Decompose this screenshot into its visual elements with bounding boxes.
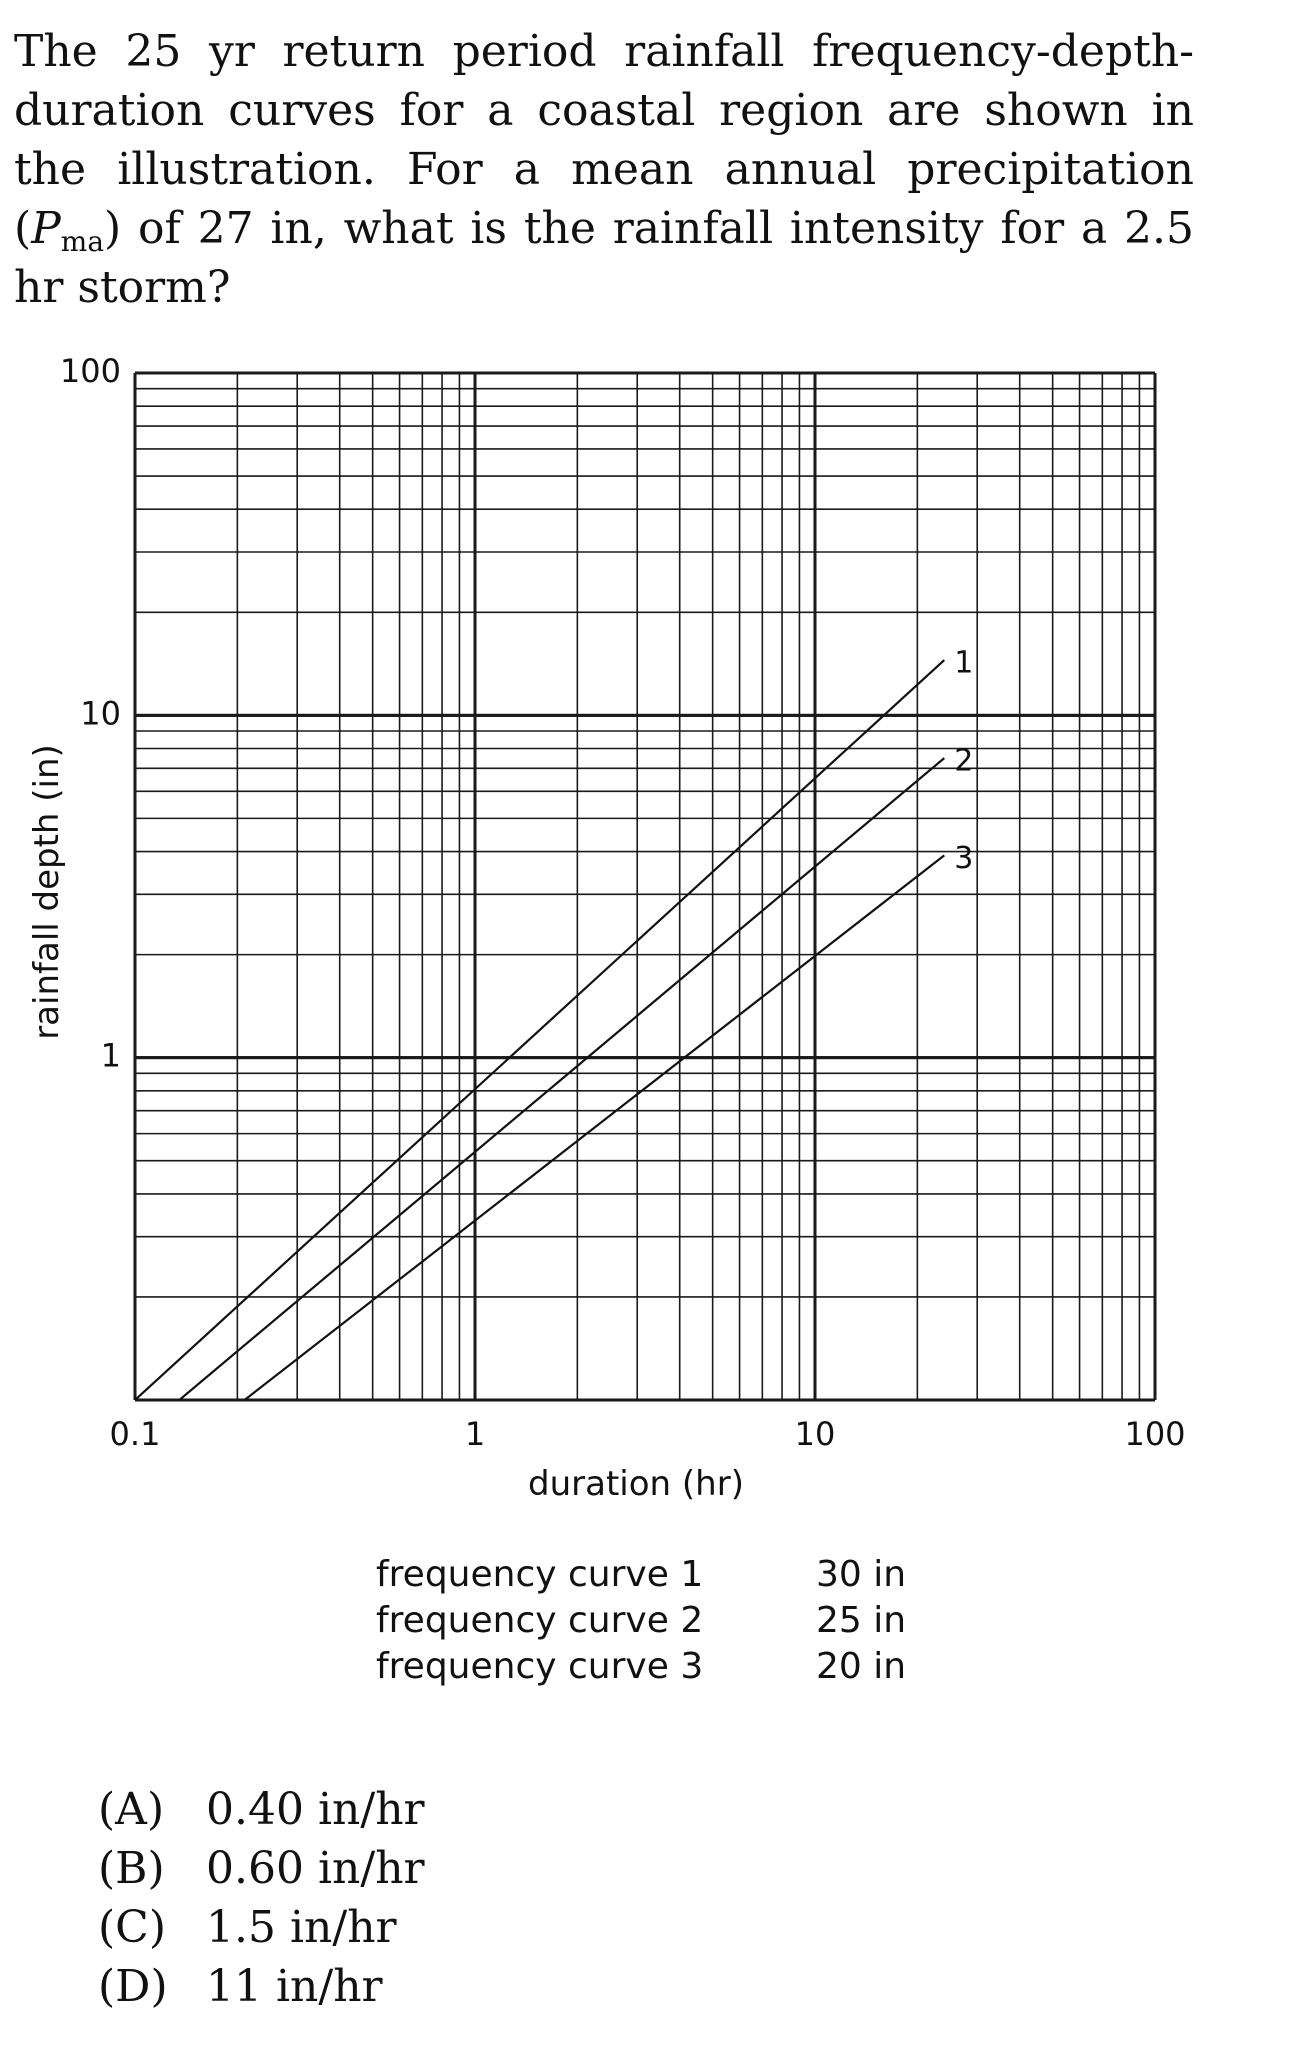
choice-a[interactable] xyxy=(98,1780,425,1839)
legend-curve-value: 20 in xyxy=(816,1646,907,1687)
choice-text: 0.60 in/hr xyxy=(206,1843,425,1894)
legend-curve-name: frequency curve 2 xyxy=(376,1600,704,1641)
legend-curve-name: frequency curve 3 xyxy=(376,1646,704,1687)
choice-letter: (B) xyxy=(98,1843,165,1894)
rainfall-depth-chart xyxy=(0,330,1292,1500)
y-tick-label: 100 xyxy=(59,352,121,390)
question-text xyxy=(14,22,1194,317)
x-tick-label: 0.1 xyxy=(109,1415,161,1453)
pma-subscript: ma xyxy=(60,225,105,258)
x-axis-label: duration (hr) xyxy=(528,1464,744,1500)
legend-row xyxy=(376,1644,906,1690)
frequency-curve-2 xyxy=(179,758,944,1400)
frequency-curve-legend xyxy=(376,1552,906,1690)
choice-text: 11 in/hr xyxy=(206,1961,383,2012)
x-tick-label: 10 xyxy=(794,1415,836,1453)
curve-label-3: 3 xyxy=(954,840,974,876)
choice-letter: (D) xyxy=(98,1961,168,2012)
legend-row xyxy=(376,1598,906,1644)
pma-symbol: $P_{ma}$ xyxy=(31,203,105,258)
choice-letter: (C) xyxy=(98,1902,166,1953)
curve-label-1: 1 xyxy=(954,645,974,681)
chart-series xyxy=(135,646,973,1400)
choice-d[interactable] xyxy=(98,1957,425,2016)
x-tick-label: 1 xyxy=(464,1415,486,1453)
x-tick-label: 100 xyxy=(1124,1415,1186,1453)
legend-row xyxy=(376,1552,906,1598)
choice-b[interactable] xyxy=(98,1839,425,1898)
chart-grid xyxy=(135,373,1155,1400)
legend-curve-value: 25 in xyxy=(816,1600,907,1641)
choice-letter: (A) xyxy=(98,1784,165,1835)
frequency-curve-1 xyxy=(135,660,944,1400)
y-tick-label: 10 xyxy=(80,694,121,733)
legend-curve-name: frequency curve 1 xyxy=(376,1554,704,1595)
y-axis-label: rainfall depth (in) xyxy=(27,744,67,1040)
question-text-before: The 25 yr return period rainfall frequency-depth-duration curves for a coastal region are shown in the illustration. For a mean annual precipitation ( xyxy=(14,26,1194,254)
legend-curve-value: 30 in xyxy=(816,1554,907,1595)
choice-text: 1.5 in/hr xyxy=(206,1902,397,1953)
chart-tick-labels xyxy=(60,352,1186,1453)
choice-c[interactable] xyxy=(98,1898,425,1957)
y-tick-label: 1 xyxy=(100,1036,121,1075)
answer-choices xyxy=(98,1780,425,2016)
curve-label-2: 2 xyxy=(954,743,974,779)
choice-text: 0.40 in/hr xyxy=(206,1784,425,1835)
frequency-curve-3 xyxy=(245,855,945,1400)
question-text-after: ) of 27 in, what is the rainfall intensity for a 2.5 hr storm? xyxy=(14,203,1194,313)
